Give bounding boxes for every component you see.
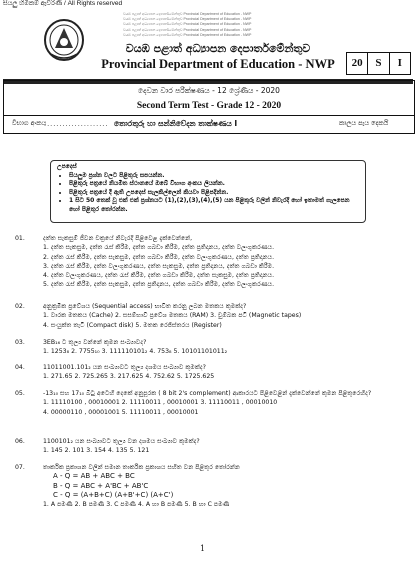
- instruction-item: • පිළිතුරු පත්‍රයේ දී ඇති උපදෙස් සැලකිල්ලෙන් කියවා පිළිපදින්න.: [69, 189, 359, 198]
- term-title-sinhala: දෙවන වාර පරීක්ෂණය - 12 ශ්‍රේණිය - 2020: [138, 86, 280, 95]
- question-text: 1100101₂ යන සංඛ්‍යාවට තුල්‍ය වන දශමය සංඛ්‍යාව කුමක්ද?: [43, 438, 200, 445]
- province-title-sinhala: වයඹ පළාත් අධ්‍යාපන දෙපාර්තමේන්තුව: [125, 42, 311, 55]
- answer-option: 4. 00000110 , 00001001 5. 11110011 , 00010001: [43, 408, 199, 416]
- paper-code-year: 20: [347, 53, 368, 74]
- question-text: 11011001.101₂ යන සංඛ්‍යාවට තුල්‍ය දශමය සංඛ්‍යාව කුමක්ද?: [43, 364, 206, 371]
- answer-option: 1. 145 2. 101 3. 154 4. 135 5. 121: [43, 447, 150, 455]
- question-5: [15, 389, 413, 429]
- logic-expression-b: B - Q = ABC + A'BC + AB'C: [53, 481, 149, 490]
- watermark-line: වයඹ පළාත් අධ්‍යාපන දෙපාර්තමේන්තුව Provincial Department of Education - NWP: [123, 22, 252, 27]
- question-body: [43, 363, 413, 382]
- question-number: 04.: [15, 364, 25, 371]
- question-6: [15, 437, 413, 457]
- answer-option: 1. 271.65 2. 725.265 3. 217.625 4. 752.62 5. 1725.625: [43, 373, 215, 381]
- paper-code-medium: S: [368, 53, 389, 74]
- answer-option: 1. A පමණි 2. B පමණි 3. C පමණි 4. A හා B පමණි 5. B හා C පමණි: [43, 501, 230, 509]
- question-7: [15, 463, 413, 515]
- instruction-item: • පිළිතුරු පත්‍රයේ නියමිත ස්ථානයේ ඔබේ විභාග අංකය ලියන්න.: [69, 180, 359, 189]
- question-number: 02.: [15, 303, 25, 310]
- instructions-list: [57, 172, 359, 215]
- header: [3, 8, 413, 78]
- answer-option: 5. දත්ත රැස් කිරීම, දත්ත සැකසුම, දත්ත ප්‍රතිදානය, දත්ත ගබඩා කිරීම, දත්ත වලංගුකරණය.: [43, 281, 275, 289]
- question-number: 01.: [15, 235, 25, 242]
- question-number: 06.: [15, 438, 25, 445]
- question-body: [43, 437, 413, 456]
- instructions-box: [50, 160, 366, 223]
- index-number-blank: .....................: [44, 120, 109, 128]
- question-4: [15, 363, 413, 383]
- instruction-item: • 1 සිට 50 තෙක් වූ එක් එක් ප්‍රශ්නයට (1),(2),(3),(4),(5) යන පිළිතුරු වලින් නිවැරදි හෝ ඉතාමත් ගැලපෙන හෝ පිළිතුර තෝරන්න.: [69, 197, 359, 214]
- answer-option: 1. වාරක මතකය (Cache) 2. සසම්භාවී ප්‍රවේශ මතකය (RAM) 3. චුම්බක පටි (Magnetic tapes): [43, 312, 302, 320]
- index-number-label: විභාග අංකය: [12, 119, 47, 127]
- answer-option: 1. 11110100 , 00010001 2. 11110011 , 00010001 3. 11110011 , 00010010: [43, 399, 278, 407]
- answer-option: 1. දත්ත සැකසුම, දත්ත රැස් කිරීම, දත්ත ගබඩා කිරීම, දත්ත ප්‍රතිදානය, දත්ත වලංගුකරණය.: [43, 244, 275, 252]
- term-divider: [4, 115, 414, 116]
- paper-code-box: [346, 52, 411, 75]
- province-emblem-icon: [43, 18, 85, 62]
- header-watermark: [123, 12, 408, 38]
- question-2: [15, 302, 413, 332]
- question-text: -13₁₀ සහ 17₁₀ බිටු අටෙහි දෙකේ අනුපූරක ( 8 bit 2's complement) ආකාරයට පිළිවෙළින් දැක්වෙන්නේ කුමන පිළිතුරෙහිද?: [43, 390, 372, 397]
- watermark-line: වයඹ පළාත් අධ්‍යාපන දෙපාර්තමේන්තුව Provincial Department of Education - NWP: [123, 12, 252, 16]
- question-text: 3EB₁₆ ට තුල්‍ය වන්නේ කුමන සංඛ්‍යාවද?: [43, 339, 147, 346]
- logic-expression-c: C - Q = (A+B+C) (A+B'+C) (A+C'): [53, 490, 174, 499]
- province-title-english: Provincial Department of Education - NWP: [101, 57, 335, 71]
- answer-option: 3. දත්ත රැස් කිරීම, දත්ත වලංගුකරණය, දත්ත සැකසුම, දත්ත ප්‍රතිදානය, දත්ත ගබඩා කිරීම.: [43, 262, 275, 270]
- question-3: [15, 338, 413, 358]
- answer-option: 2. දත්ත රැස් කිරීම, දත්ත සැකසුම, දත්ත ගබඩා කිරීම, දත්ත වලංගුකරණය, දත්ත ප්‍රතිදානය.: [43, 253, 275, 261]
- rights-notice: සියලු හිමිකම් ඇවිරිණි / All Rights reserved: [3, 0, 123, 7]
- term-title-english: Second Term Test - Grade 12 - 2020: [136, 101, 282, 111]
- logic-expression-a: A - Q = AB + ABC + BC: [53, 472, 135, 481]
- question-body: [43, 234, 413, 290]
- question-body: [43, 463, 413, 509]
- time-allowed: කාලය පැය දෙකයි: [339, 119, 389, 127]
- question-number: 05.: [15, 390, 25, 397]
- question-body: [43, 338, 413, 357]
- answer-option: 1. 1253₈ 2. 7755₁₀ 3. 111110101₂ 4. 753₈ 5. 10101101011₂: [43, 348, 228, 356]
- answer-option: 4. සංයුක්ත තැටි (Compact disk) 5. මතක රෙජිස්තරය (Register): [43, 321, 222, 329]
- question-body: [43, 302, 413, 330]
- watermark-line: වයඹ පළාත් අධ්‍යාපන දෙපාර්තමේන්තුව Provincial Department of Education - NWP: [123, 27, 252, 32]
- term-box: [3, 80, 415, 134]
- instruction-item: • සියලුම ප්‍රශ්න වලට පිළිතුරු සපයන්න.: [69, 172, 359, 181]
- instructions-title: උපදෙස්: [57, 163, 77, 170]
- question-1: [15, 234, 413, 294]
- answer-option: 4. දත්ත වලංගුකරණය, දත්ත රැස් කිරීම, දත්ත ගබඩා කිරීම, දත්ත සැකසුම, දත්ත ප්‍රතිදානය.: [43, 272, 275, 280]
- watermark-line: වයඹ පළාත් අධ්‍යාපන දෙපාර්තමේන්තුව Provincial Department of Education - NWP: [123, 17, 252, 22]
- question-text: තාර්කික ප්‍රකාශන වලින් සමාන තාර්කික ප්‍රකාශය සහිත වන පිළිතුර තෝරන්න: [43, 464, 240, 471]
- question-text: දත්ත සැකසුම් ජීවන චක්‍රයේ නිවැරදි පිළිවෙළ දැක්වෙන්නේ,: [43, 235, 193, 242]
- question-body: [43, 389, 413, 417]
- subject-title: තොරතුරු හා සන්නිවේදන තාක්ෂණය I: [114, 119, 238, 128]
- question-text: අනුක්‍රමික ප්‍රවේශය (Sequential access) භාවිත කරනු ලබන මතකය කුමක්ද?: [43, 303, 247, 310]
- watermark-line: වයඹ පළාත් අධ්‍යාපන දෙපාර්තමේන්තුව Provincial Department of Education - NWP: [123, 32, 252, 37]
- page-number: 1: [200, 544, 206, 553]
- paper-code-part: I: [397, 57, 402, 69]
- question-number: 07.: [15, 464, 25, 471]
- question-number: 03.: [15, 339, 25, 346]
